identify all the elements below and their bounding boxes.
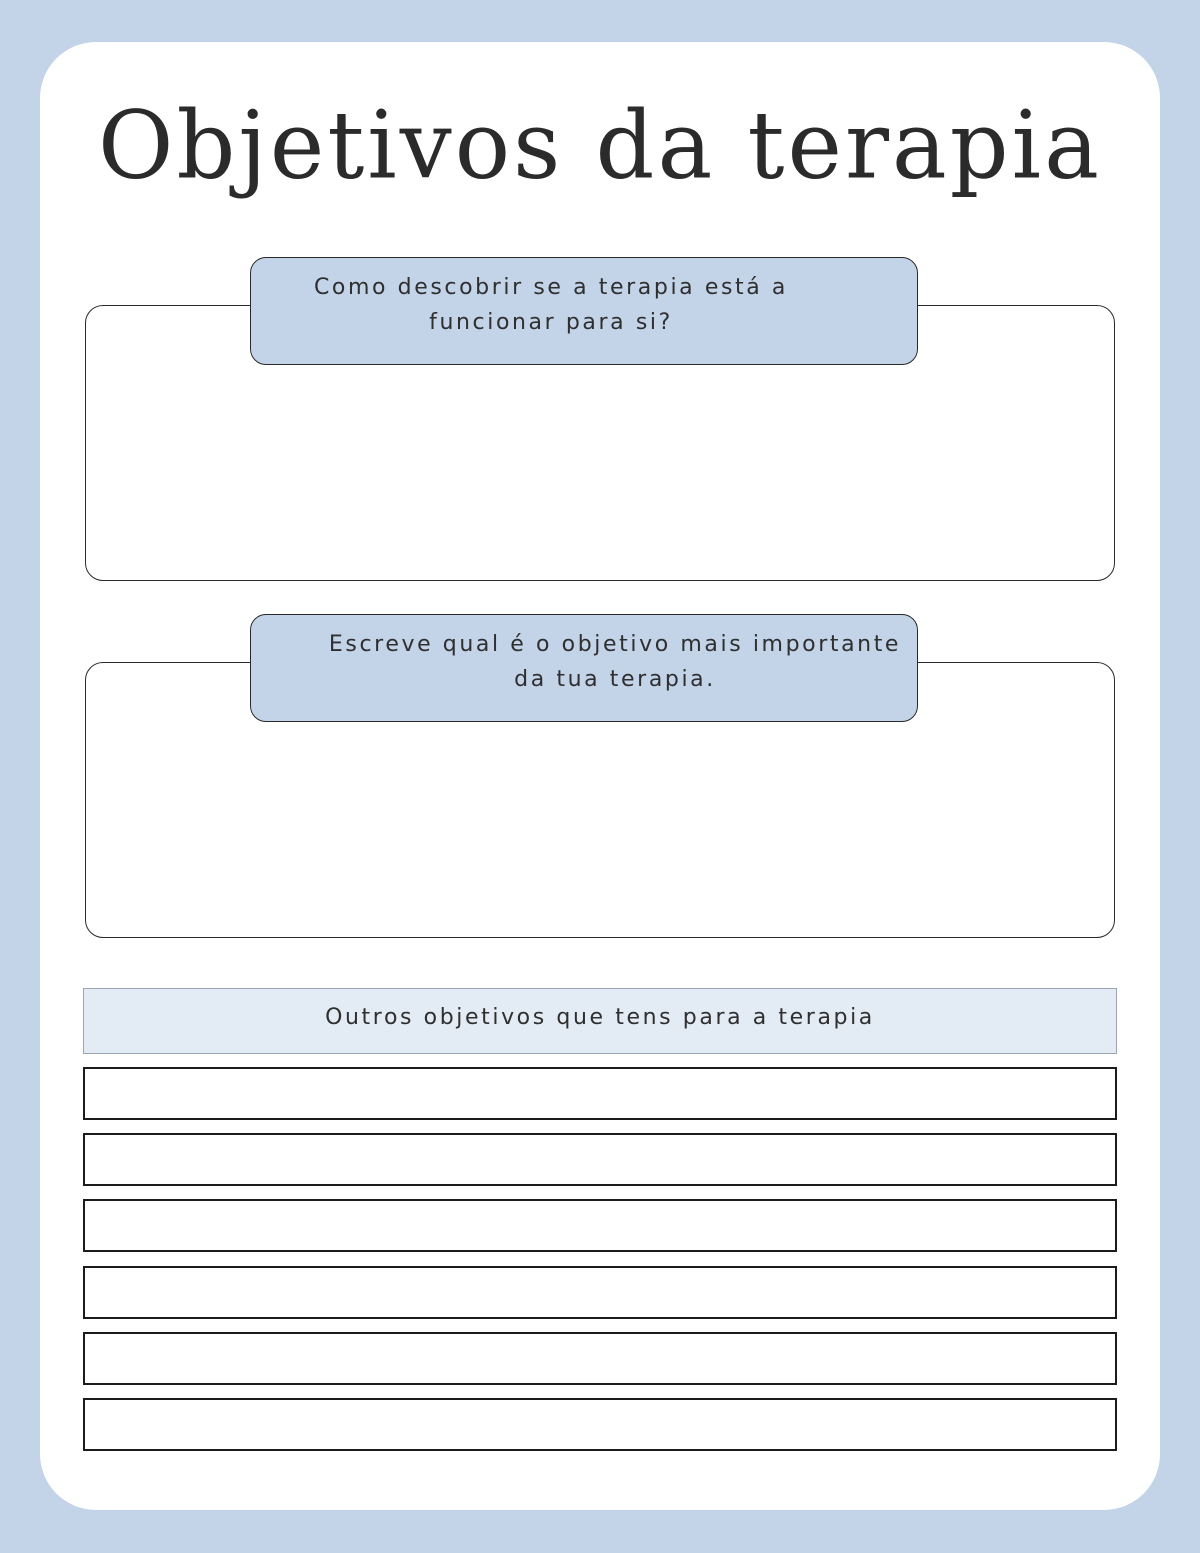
prompt-tab-main-goal: [250, 614, 918, 722]
prompt-text-therapy-working: [311, 270, 791, 340]
other-goal-line-1[interactable]: [83, 1067, 1117, 1120]
other-goal-line-2[interactable]: [83, 1133, 1117, 1186]
page-title: Objetivos da terapia: [98, 90, 1102, 201]
other-goal-line-3[interactable]: [83, 1199, 1117, 1252]
prompt-text-main-goal: [315, 627, 915, 697]
prompt-line-1: Como descobrir se a terapia está a: [313, 275, 789, 300]
other-goal-line-5[interactable]: [83, 1332, 1117, 1385]
other-goal-line-4[interactable]: [83, 1266, 1117, 1319]
other-goals-header: [83, 988, 1117, 1054]
other-goals-label: Outros objetivos que tens para a terapia: [325, 1005, 875, 1030]
other-goal-line-6[interactable]: [83, 1398, 1117, 1451]
prompt-line-2: funcionar para si?: [429, 310, 673, 335]
prompt-line-2: da tua terapia.: [514, 667, 716, 692]
prompt-tab-therapy-working: [250, 257, 918, 365]
prompt-line-1: Escreve qual é o objetivo mais importante: [328, 632, 902, 657]
